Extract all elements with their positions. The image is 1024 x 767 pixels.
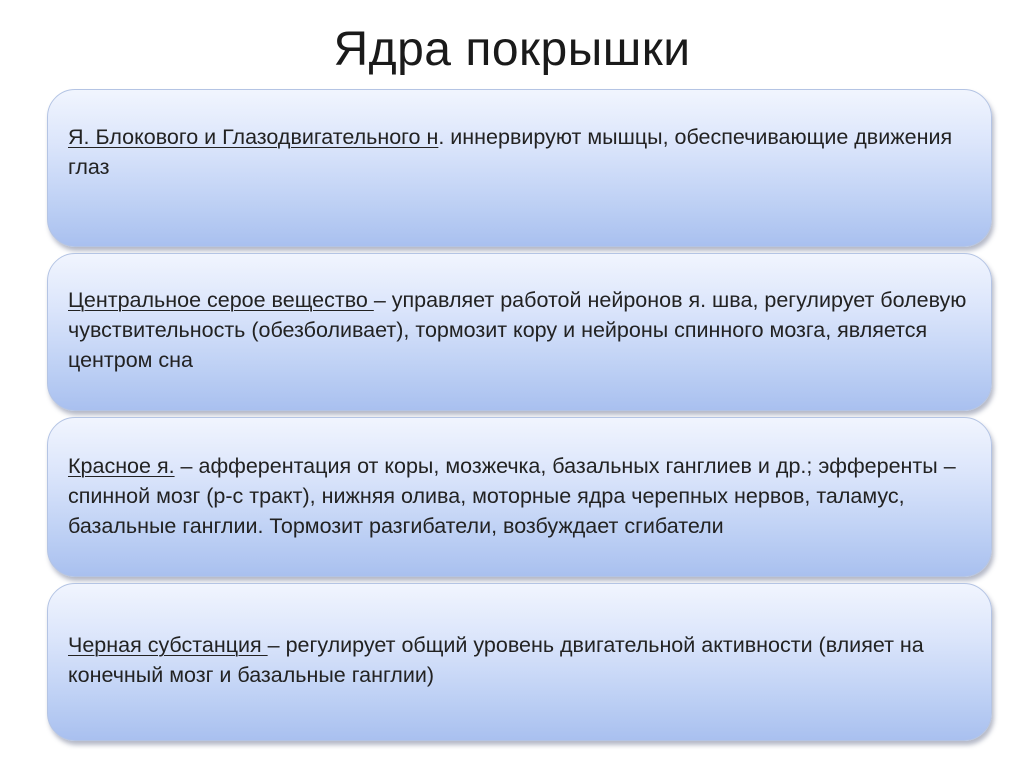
card-text bbox=[68, 122, 971, 182]
card-term: Я. Блокового и Глазодвигательного н bbox=[68, 125, 439, 149]
card-central-gray-matter bbox=[47, 253, 992, 411]
card-description: – регулирует общий уровень двигательной активности (влияет на конечный мозг и базальные ганглии) bbox=[68, 633, 924, 687]
card-term: Черная субстанция bbox=[68, 633, 268, 657]
card-description: . иннервируют мышцы, обеспечивающие движения глаз bbox=[68, 125, 953, 179]
card-red-nucleus bbox=[47, 417, 992, 577]
card-text bbox=[68, 285, 971, 375]
card-description: – управляет работой нейронов я. шва, регулирует болевую чувствительность (обезболивает), тормозит кору и нейроны спинного мозга, является центром сна bbox=[68, 288, 967, 372]
card-substantia-nigra bbox=[47, 583, 992, 741]
card-text bbox=[68, 630, 971, 690]
slide-title: Ядра покрышки bbox=[333, 23, 691, 76]
card-description: – афферентация от коры, мозжечка, базальных ганглиев и др.; эфференты – спинной мозг (р-с тракт), нижняя олива, моторные ядра черепных нервов, таламус, базальные ганглии. Тормозит разгибатели, возбуждает сгибатели bbox=[68, 454, 956, 538]
card-term: Красное я. bbox=[68, 454, 175, 478]
card-trochlear-oculomotor-nuclei bbox=[47, 89, 992, 247]
card-term: Центральное серое вещество bbox=[68, 288, 374, 312]
card-text bbox=[68, 451, 971, 541]
